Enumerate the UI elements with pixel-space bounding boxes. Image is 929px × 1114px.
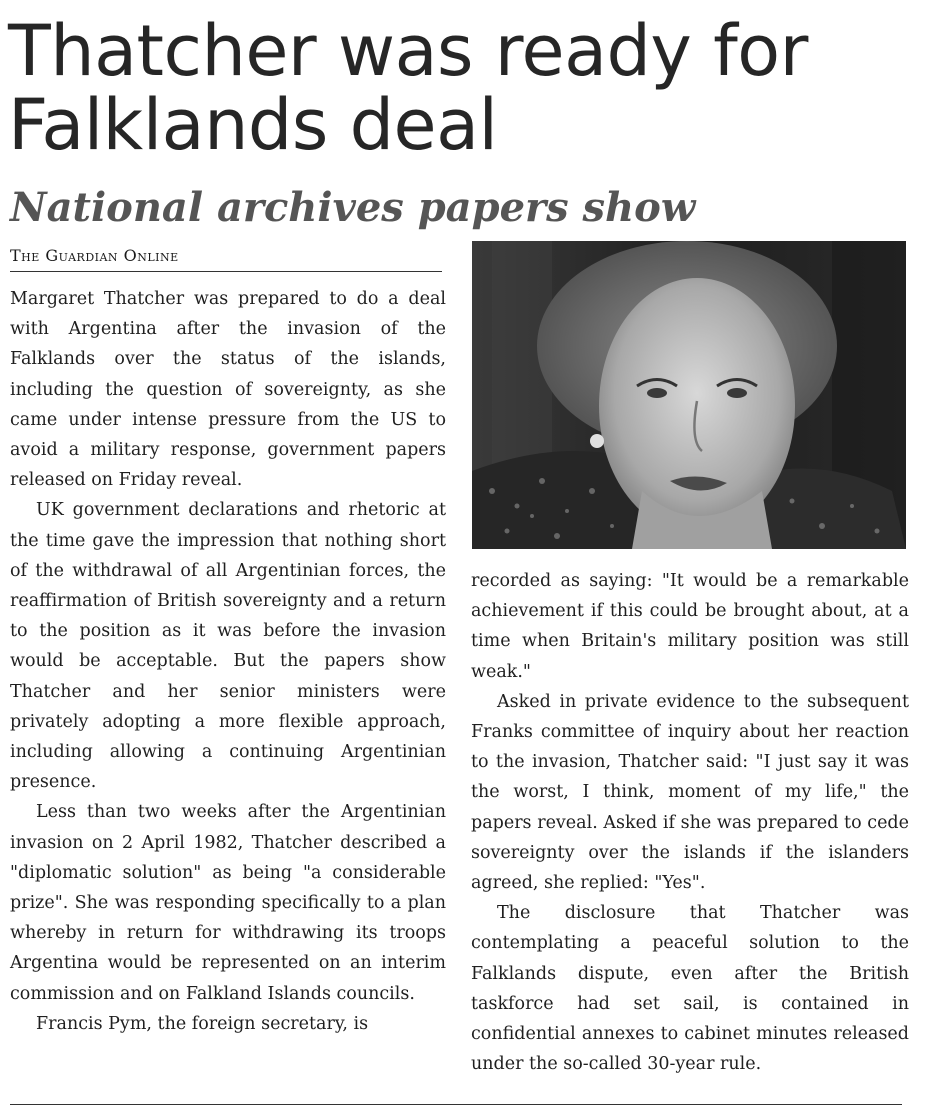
bottom-divider	[10, 1104, 902, 1105]
portrait-photo	[472, 241, 906, 549]
paragraph: The disclosure that Thatcher was contemplating a peaceful solution to the Falklands dispute, even after the British taskforce had set sail, is contained in confidential annexes to cabinet minutes released under the so-called 30-year rule.	[471, 903, 909, 1075]
paragraph: recorded as saying: "It would be a remarkable achievement if this could be brought about, at a time when Britain's military position was still weak."	[471, 571, 909, 682]
headline: Thatcher was ready for Falklands deal	[8, 10, 808, 166]
paragraph: Francis Pym, the foreign secretary, is	[36, 1013, 369, 1034]
article-column-right	[471, 566, 909, 1079]
paragraph: Asked in private evidence to the subsequent Franks committee of inquiry about her reaction to the invasion, Thatcher said: "I just say it was the worst, I think, moment of my life," the papers reveal. Asked if she was prepared to cede sovereignty over the islands if the islanders agreed, she replied: "Yes".	[471, 691, 909, 894]
article-column-left	[10, 284, 446, 1039]
paragraph: Less than two weeks after the Argentinian invasion on 2 April 1982, Thatcher described a "diplomatic solution" as being "a considerable prize". She was responding specifically to a plan whereby in return for withdrawing its troops Argentina would be represented on an interim commission and on Falkland Islands councils.	[10, 802, 446, 1004]
paragraph: Margaret Thatcher was prepared to do a deal with Argentina after the invasion of the Falklands over the status of the islands, including the question of sovereignty, as she came under intense pressure from the US to avoid a military response, government papers released on Friday reveal.	[10, 289, 446, 491]
subheadline: National archives papers show	[10, 184, 696, 231]
byline: The Guardian Online	[10, 246, 442, 272]
portrait-photo-icon	[472, 241, 906, 549]
paragraph: UK government declarations and rhetoric at the time gave the impression that nothing short of the withdrawal of all Argentinian forces, the reaffirmation of British sovereignty and a return to the position as it was before the invasion would be acceptable. But the papers show Thatcher and her senior ministers were privately adopting a more flexible approach, including allowing a continuing Argentinian presence.	[10, 500, 446, 793]
